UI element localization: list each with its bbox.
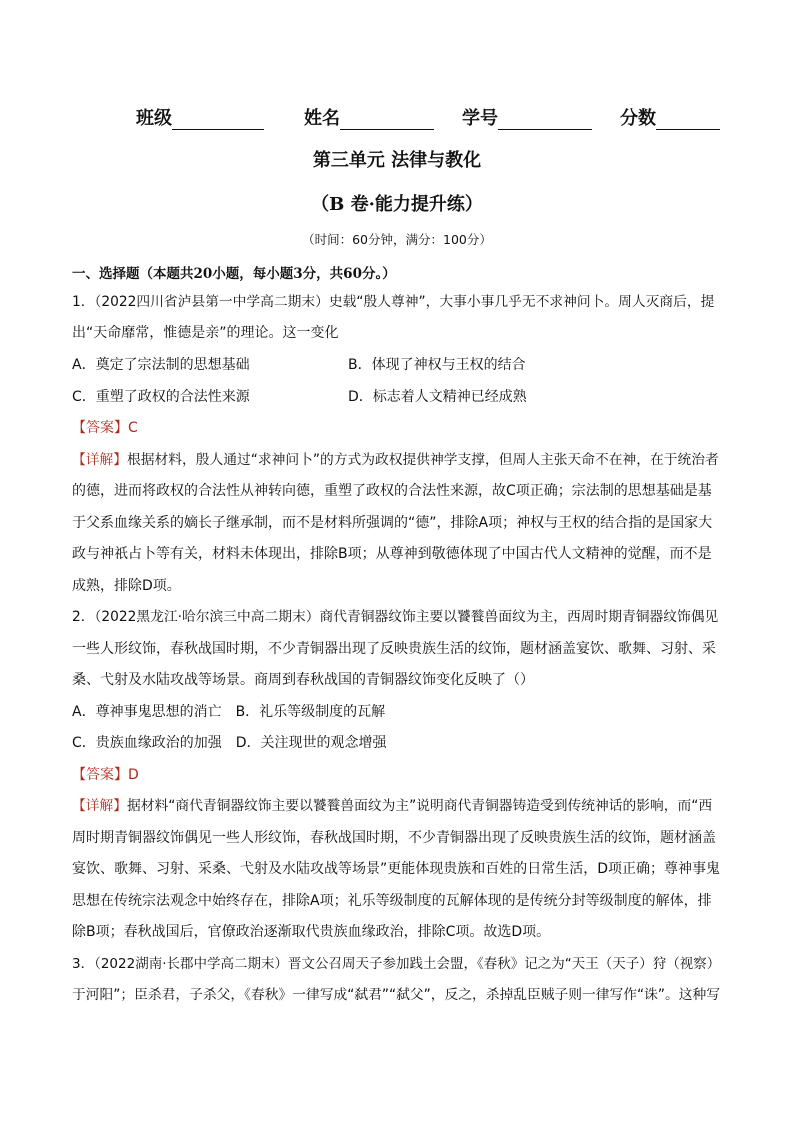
- detail-tag: 【详解】: [72, 452, 128, 468]
- answer-value: C: [128, 420, 138, 436]
- question-2-line-3: 桑、弋射及水陆攻战等场景。商周到春秋战国的青铜器纹饰变化反映了（）: [72, 672, 534, 688]
- question-2-options-cd: C．贵族血缘政治的加强 D．关注现世的观念增强: [72, 735, 387, 751]
- score-field[interactable]: [620, 104, 720, 130]
- question-2-detail-line-2: 周时期青铜器纹饰偶见一些人形纹饰，春秋战国时期，不少青铜器出现了反映贵族生活的纹饰，题材涵盖: [72, 830, 716, 846]
- question-1-detail-line-1: 【详解】根据材料，殷人通过“求神问卜”的方式为政权提供神学支撑，但周人主张天命不在神，在于统治者: [72, 452, 719, 468]
- answer-tag: 【答案】: [72, 767, 128, 783]
- question-1-answer: [72, 418, 722, 438]
- question-1-line-2: 出“天命靡常，惟德是亲”的理论。这一变化: [72, 325, 339, 341]
- question-1-detail-line-3: 于父系血缘关系的嫡长子继承制，而不是材料所强调的“德”，排除A项；神权与王权的结合指的是国家大: [72, 515, 713, 531]
- question-3-line-1: 3．（2022湖南·长郡中学高二期末）晋文公召周天子参加践土会盟，《春秋》记之为“天王（天子）狩（视察）: [72, 956, 721, 972]
- question-1-option-b: B．体现了神权与王权的结合: [348, 357, 526, 373]
- question-1-option-d: D．标志着人文精神已经成熟: [348, 389, 527, 405]
- question-2-detail-line-3: 宴饮、歌舞、习射、采桑、弋射及水陆攻战等场景”更能体现贵族和百姓的日常生活，D项正确；尊神事鬼: [72, 861, 721, 877]
- question-2-detail-line-4: 思想在传统宗法观念中始终存在，排除A项；礼乐等级制度的瓦解体现的是传统分封等级制度的解体，排: [72, 893, 712, 909]
- question-3-line-2: 于河阳”；臣杀君，子杀父，《春秋》一律写成“弑君”“弑父”，反之，杀掉乱臣贼子则一律写作“诛”。这种写: [72, 987, 720, 1003]
- question-1-detail-line-4: 政与神祇占卜等有关，材料未体现出，排除B项；从尊神到敬德体现了中国古代人文精神的觉醒，而不是: [72, 546, 712, 562]
- question-2-detail-line-1: 【详解】据材料“商代青铜器纹饰主要以饕餮兽面纹为主”说明商代青铜器铸造受到传统神话的影响，而“西: [72, 798, 713, 814]
- student-id-blank[interactable]: [498, 111, 592, 130]
- name-field[interactable]: [304, 104, 434, 130]
- question-1-line-1: 1．（2022四川省泸县第一中学高二期末）史载“殷人尊神”，大事小事几乎无不求神问卜。周人灭商后，提: [72, 294, 715, 310]
- unit-title: 第三单元 法律与教化: [312, 150, 482, 171]
- question-2-line-2: 一些人形纹饰，春秋战国时期，不少青铜器出现了反映贵族生活的纹饰，题材涵盖宴饮、歌舞、习射、采: [72, 641, 716, 657]
- detail-tag: 【详解】: [72, 798, 128, 814]
- question-1-option-a: A．奠定了宗法制的思想基础: [72, 357, 250, 373]
- answer-tag: 【答案】: [72, 420, 128, 436]
- student-id-field[interactable]: [462, 104, 592, 130]
- question-2-detail-line-5: 除B项；春秋战国后，官僚政治逐渐取代贵族血缘政治，排除C项。故选D项。: [72, 924, 551, 940]
- question-1-detail-line-2: 的德，进而将政权的合法性从神转向德，重塑了政权的合法性来源，故C项正确；宗法制的思想基础是基: [72, 483, 712, 499]
- answer-value: D: [128, 767, 139, 783]
- question-2-answer: [72, 765, 722, 785]
- paper-subtitle: （B 卷·能力提升练）: [311, 194, 483, 215]
- question-1-detail-line-5: 成熟，排除D项。: [72, 578, 181, 594]
- score-label: 分数: [620, 108, 656, 129]
- question-1-option-c: C．重塑了政权的合法性来源: [72, 389, 250, 405]
- score-blank[interactable]: [656, 111, 720, 130]
- name-label: 姓名: [304, 108, 340, 129]
- section-heading: 一、选择题（本题共20小题，每小题3分，共60分。）: [72, 266, 396, 282]
- class-label: 班级: [136, 108, 172, 129]
- class-blank[interactable]: [172, 111, 264, 130]
- name-blank[interactable]: [340, 111, 434, 130]
- question-2-line-1: 2．（2022黑龙江·哈尔滨三中高二期末）商代青铜器纹饰主要以饕餮兽面纹为主，西周时期青铜器纹饰偶见: [72, 609, 719, 625]
- class-field[interactable]: [136, 104, 264, 130]
- question-2-options-ab: A．尊神事鬼思想的消亡 B．礼乐等级制度的瓦解: [72, 704, 386, 720]
- student-id-label: 学号: [462, 108, 498, 129]
- exam-meta: （时间：60分钟，满分：100分）: [302, 232, 492, 247]
